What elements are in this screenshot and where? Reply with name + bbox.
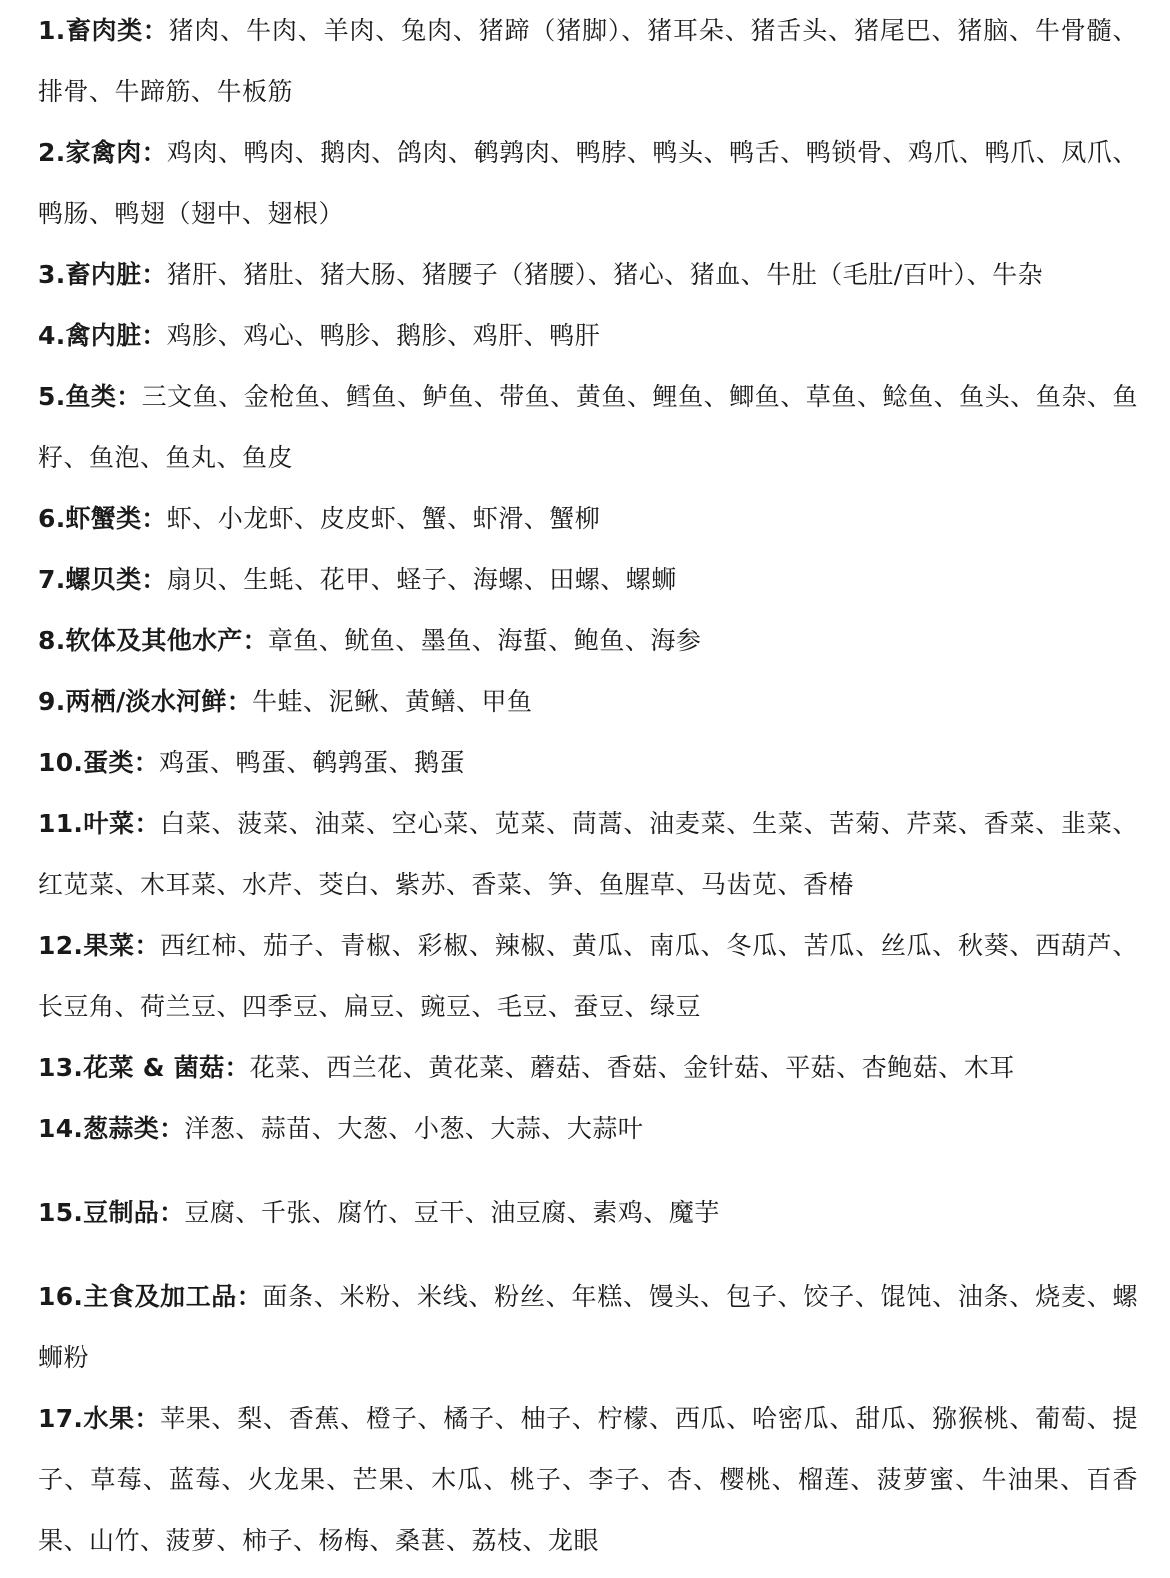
list-item <box>38 1266 1138 1388</box>
category-label: 3.畜内脏： <box>38 260 167 289</box>
category-label: 13.花菜 & 菌菇： <box>38 1053 250 1082</box>
list-item <box>38 244 1138 305</box>
list-item <box>38 671 1138 732</box>
category-label: 15.豆制品： <box>38 1198 185 1227</box>
food-category-list <box>38 0 1138 1571</box>
list-item <box>38 610 1138 671</box>
category-label: 17.水果： <box>38 1404 161 1433</box>
list-item <box>38 1037 1138 1098</box>
category-label: 11.叶菜： <box>38 809 161 838</box>
category-items: 牛蛙、泥鳅、黄鳝、甲鱼 <box>252 687 533 716</box>
category-items: 苹果、梨、香蕉、橙子、橘子、柚子、柠檬、西瓜、哈密瓜、甜瓜、猕猴桃、葡萄、提子、草莓、蓝莓、火龙果、芒果、木瓜、桃子、李子、杏、樱桃、榴莲、菠萝蜜、牛油果、百香果、山竹、菠萝、柿子、杨梅、桑葚、荔枝、龙眼 <box>38 1404 1138 1555</box>
category-label: 14.葱蒜类： <box>38 1114 185 1143</box>
list-item <box>38 305 1138 366</box>
list-item <box>38 549 1138 610</box>
list-item <box>38 915 1138 1037</box>
list-item <box>38 122 1138 244</box>
category-items: 猪肉、牛肉、羊肉、兔肉、猪蹄（猪脚）、猪耳朵、猪舌头、猪尾巴、猪脑、牛骨髓、排骨、牛蹄筋、牛板筋 <box>38 16 1138 106</box>
category-items: 扇贝、生蚝、花甲、蛏子、海螺、田螺、螺蛳 <box>166 565 677 594</box>
category-items: 鸡肉、鸭肉、鹅肉、鸽肉、鹌鹑肉、鸭脖、鸭头、鸭舌、鸭锁骨、鸡爪、鸭爪、凤爪、鸭肠、鸭翅（翅中、翅根） <box>38 138 1138 228</box>
category-items: 鸡蛋、鸭蛋、鹌鹑蛋、鹅蛋 <box>159 748 466 777</box>
category-items: 豆腐、千张、腐竹、豆干、油豆腐、素鸡、魔芋 <box>184 1198 720 1227</box>
category-label: 1.畜肉类： <box>38 16 169 45</box>
list-item <box>38 1388 1138 1571</box>
category-label: 5.鱼类： <box>38 382 142 411</box>
list-item <box>38 1098 1138 1159</box>
list-item <box>38 793 1138 915</box>
category-items: 白菜、菠菜、油菜、空心菜、苋菜、茼蒿、油麦菜、生菜、苦菊、芹菜、香菜、韭菜、红苋菜、木耳菜、水芹、茭白、紫苏、香菜、笋、鱼腥草、马齿苋、香椿 <box>38 809 1138 899</box>
category-label: 12.果菜： <box>38 931 161 960</box>
list-item <box>38 0 1138 122</box>
category-items: 鸡胗、鸡心、鸭胗、鹅胗、鸡肝、鸭肝 <box>166 321 601 350</box>
category-label: 9.两栖/淡水河鲜： <box>38 687 253 716</box>
category-items: 猪肝、猪肚、猪大肠、猪腰子（猪腰）、猪心、猪血、牛肚（毛肚/百叶）、牛杂 <box>166 260 1044 289</box>
list-item <box>38 488 1138 549</box>
category-items: 花菜、西兰花、黄花菜、蘑菇、香菇、金针菇、平菇、杏鲍菇、木耳 <box>249 1053 1015 1082</box>
category-label: 16.主食及加工品： <box>38 1282 263 1311</box>
category-items: 洋葱、蒜苗、大葱、小葱、大蒜、大蒜叶 <box>184 1114 644 1143</box>
category-label: 10.蛋类： <box>38 748 160 777</box>
category-items: 章鱼、鱿鱼、墨鱼、海蜇、鲍鱼、海参 <box>267 626 702 655</box>
category-label: 2.家禽肉： <box>38 138 167 167</box>
category-label: 6.虾蟹类： <box>38 504 167 533</box>
list-item <box>38 366 1138 488</box>
category-items: 面条、米粉、米线、粉丝、年糕、馒头、包子、饺子、馄饨、油条、烧麦、螺蛳粉 <box>38 1282 1138 1372</box>
category-items: 虾、小龙虾、皮皮虾、蟹、虾滑、蟹柳 <box>166 504 601 533</box>
category-items: 三文鱼、金枪鱼、鳕鱼、鲈鱼、带鱼、黄鱼、鲤鱼、鲫鱼、草鱼、鲶鱼、鱼头、鱼杂、鱼籽、鱼泡、鱼丸、鱼皮 <box>38 382 1138 472</box>
list-item <box>38 732 1138 793</box>
category-label: 7.螺贝类： <box>38 565 167 594</box>
category-items: 西红柿、茄子、青椒、彩椒、辣椒、黄瓜、南瓜、冬瓜、苦瓜、丝瓜、秋葵、西葫芦、长豆角、荷兰豆、四季豆、扁豆、豌豆、毛豆、蚕豆、绿豆 <box>38 931 1138 1021</box>
category-label: 4.禽内脏： <box>38 321 167 350</box>
list-item <box>38 1182 1138 1243</box>
category-label: 8.软体及其他水产： <box>38 626 268 655</box>
